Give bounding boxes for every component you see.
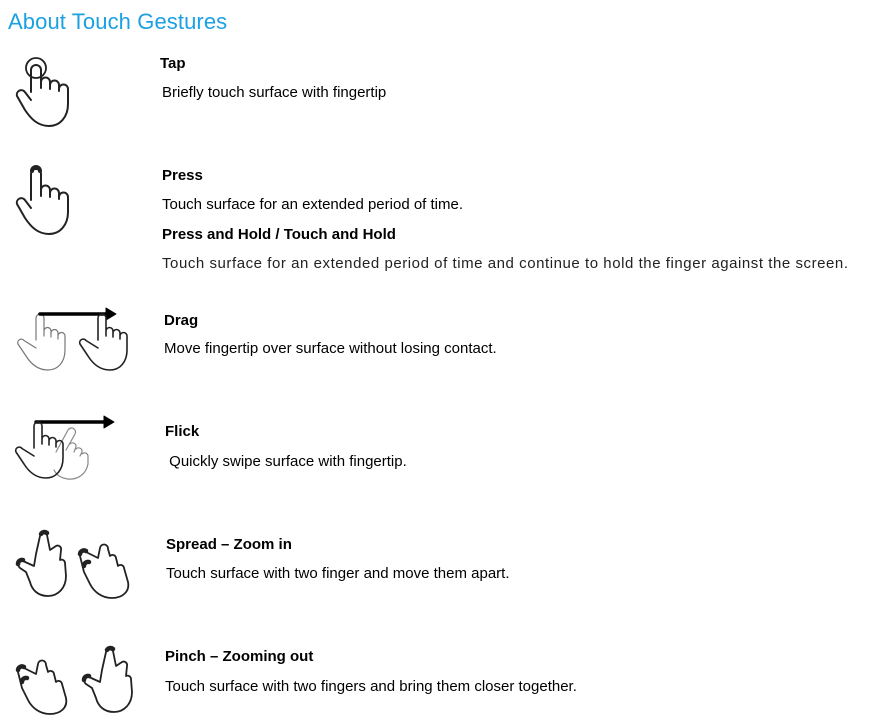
gesture-description-tap: Briefly touch surface with fingertip (162, 84, 387, 101)
gesture-description-drag: Move fingertip over surface without losing contact. (164, 340, 497, 357)
flick-gesture-icon (10, 414, 120, 484)
gesture-description-press-hold: Touch surface for an extended period of time and continue to hold the finger against the screen. (162, 255, 849, 272)
gesture-description-flick: Quickly swipe surface with fingertip. (165, 453, 407, 470)
gesture-description-press: Touch surface for an extended period of time. (162, 196, 464, 213)
page-title: About Touch Gestures (8, 9, 228, 34)
gesture-name-tap: Tap (160, 55, 186, 72)
gesture-description-pinch: Touch surface with two fingers and bring them closer together. (165, 678, 577, 695)
gesture-name-flick: Flick (165, 423, 200, 440)
gesture-description-spread: Touch surface with two finger and move them apart. (166, 565, 510, 582)
gesture-name-press: Press (162, 167, 203, 184)
gesture-name-spread: Spread – Zoom in (166, 536, 292, 553)
gesture-name-pinch: Pinch – Zooming out (165, 648, 314, 665)
drag-gesture-icon (10, 306, 132, 376)
spread-gesture-icon (10, 526, 140, 604)
press-gesture-icon (8, 160, 88, 240)
tap-gesture-icon (8, 52, 88, 132)
gesture-name-drag: Drag (164, 312, 199, 329)
gesture-name-press-hold: Press and Hold / Touch and Hold (162, 226, 396, 243)
pinch-gesture-icon (10, 642, 140, 718)
